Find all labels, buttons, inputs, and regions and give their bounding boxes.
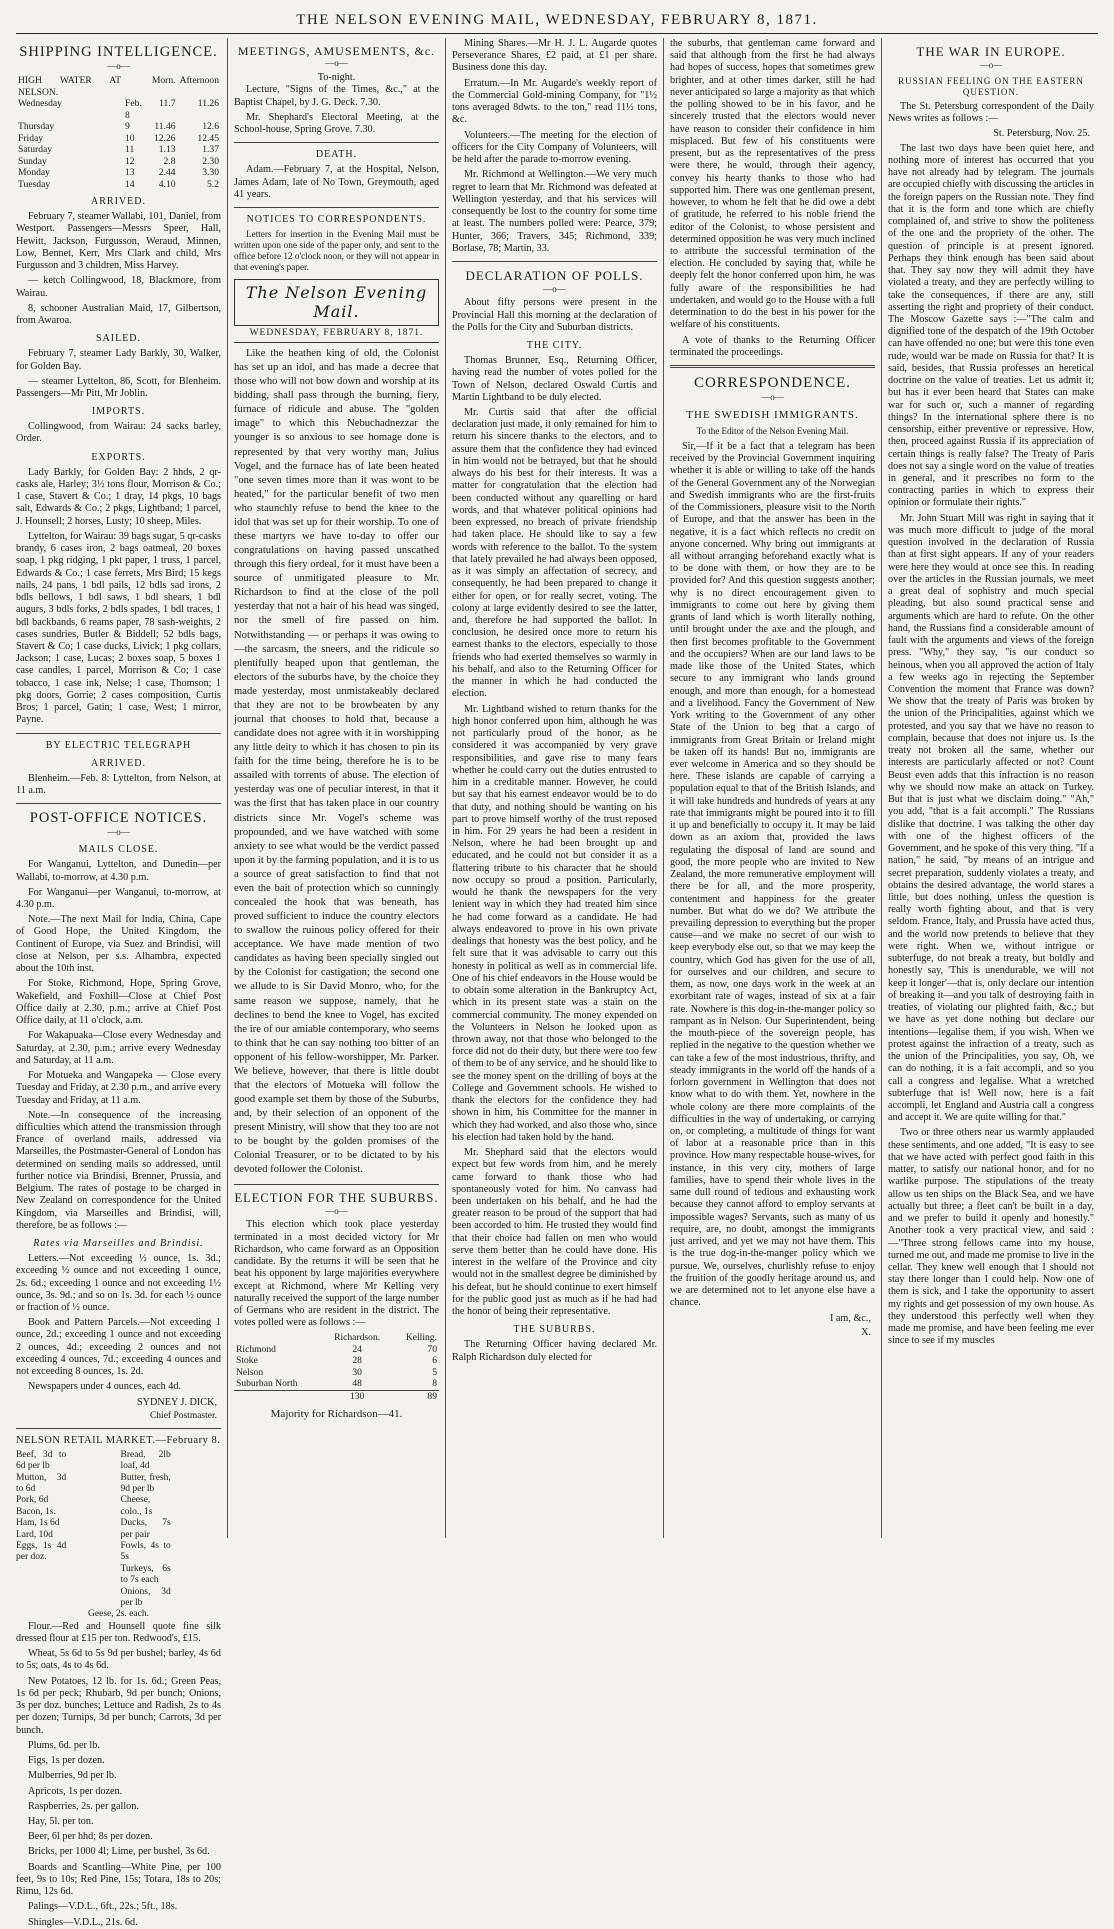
column-2: MEETINGS, AMUSEMENTS, &c. —o— To-night. Lecture, "Signs of the Times, &c.," at the Baptist Chapel, by J. G. Deck. 7.30. Mr. Shephard's Electoral Meeting, at the School-house, Spring Grove. 7.30. DEATH. Adam.—February 7, at the Hospital, Nelson, James Adam, late of No Town, Greymouth, aged 41 years. NOTICES TO CORRESPONDENTS. Letters for insertion in the Evening Mail must be written upon one side of the paper only, and sent to the office before 12 o'clock noon, or they will not appear in that evening's paper. The Nelson Evening Mail. WEDNESDAY, FEBRUARY 8, 1871. Like the heathen king of old, the Colonist has set up an idol, and has made a decree that those who will not bow down and worship at its bidding, shall pass through the burning, fiery, furnace of ridicule and abuse. The "golden image" to which this Nebuchadnezzar the younger is so anxious to see homage done is represented by that very worthy man, Julius Vogel, and the furnace has of late been heated "one seven times more than it was wont to be heated," for the particular benefit of two men who staunchly refuse to bend the knee to the idol that was set up for their worship. To one of these martyrs we have to-day to offer our congratulations on having passed unscathed through this fiery ordeal, for it must have been a source of unmitigated pleasure to Mr. Richardson to find at the close of the poll yesterday that not a hair of his head was singed, nor the smell of fire passed on him. Notwithstanding — or perhaps it was owing to—the sarcasm, the sneers, and the ridicule so plentifully heaped upon that gentleman, the electors of the suburbs have, by the choice they made yesterday, most unmistakeably declared that they are not to be browbeaten by any journal that chooses to hold that, because a candidate does not agree with it in worshipping any little deity to which it has chosen to pin its faith for the time being, therefore he is to be assailed with torrents of abuse. The election of yesterday was one of peculiar interest, in that it was the first that has taken place in our country districts since Mr. Vogel's scheme was propounded, and we have watched with some anxiety to see what would be the verdict passed upon it by the farming population, and it is to us a source of great satisfaction to find that not even the bait of protection which so cunningly concealed the hook that was beneath, has proved sufficient to induce the country electors to swallow the ruinous policy offered for their acceptance. We have made mention of two candidates as having been specially singled out by the Colonist for castigation; the second one we allude to is Sir David Monro, who, for the same reason we suppose, namely, that he declines to bend the knee to Vogel, has excited the ire of our amiable contemporary, who seems to think that he can say nothing too bitter of an opponent of his fellow-worshipper, Mr. Parker. We believe, however, that there is little doubt that the electors of Motueka will follow the good example set them by those of the Suburbs, and, by their selection of an opponent of the present Ministry, will show that they too are not to be bought by the golden promises of the Colonial Treasurer, or to be dictated to by his devoted follower the Colonist. ELECTION FOR THE SUBURBS. —o— This election which took place yesterday terminated in a most decided victory for Mr Richardson, who came forward as an Opposition candidate. By the returns it will be seen that he beat his opponent by large majorities everywhere except at Richmond, where Mr Kelling very naturally received the support of the large number of Germans who are resident in the district. The votes polled were as follows :— Richardson. Kelling. Richmond 24 70 Stoke 28 6 Nelson 30 5 Suburban North 48 8 130 89 Majority for Richardson—41. — [228, 38, 446, 1538]
suburbs-continued: the suburbs, that gentleman came forward and said that although from the first he had always had hopes of success, hopes that sometimes grew brighter, and at other times darker, still he had never anticipated so large a majority as that which the polling showed to be in his favor, and he sincerely trusted that the electors would never have reason to consider their confidence in him misplaced. But few of his constituents were present, but as the representatives of the press were there, he would, through their agency, convey his hearty thanks to those who had supported him. There was one gentleman present, however, to whom he felt that he did owe a debt of gratitude, he referred to his noble friend the editor of the Colonist, to whose persistent and determined opposition he was very much inclined to attribute the successful termination of the election. He concluded by saying that, while he deeply felt the honor conferred upon him, he was fully aware of the responsibilities he had undertaken, and would go to the House with a full determination to do the best in his power for the welfare of his constituents. — [670, 38, 875, 331]
news-item: Volunteers.—The meeting for the election of officers for the City Company of Volunteers, will be held after the parade to-morrow evening. — [452, 129, 657, 166]
city-heading: THE CITY. — [526, 340, 583, 352]
paper-date: WEDNESDAY, FEBRUARY 8, 1871. — [234, 328, 439, 343]
sailed-entry: February 7, steamer Lady Barkly, 30, Walker, for Golden Bay. — [16, 348, 221, 372]
letter-body: Sir,—If it be a fact that a telegram has been received by the Provincial Government inquiring whether it is able or willing to take off the hands of the General Government any of the Norwegian and Swedish immigrants who are the first-fruits of the Commissioners, pleasure visit to the North of Europe, and that the answer has been in the negative, it is a fact which reflects no credit on anyone concerned. Why bring out immigrants at all without arranging beforehand exactly what is to be done with them, or how they are to be provided for? And this question suggests another; why is no direct encouragement given to immigrants to come out here by giving them grants of land which is worth literally nothing, until brought under the axe and the plough, and then first becomes profitable to the Government and the occupiers? When are our land laws to be made like those of the United States, which secure to any immigrant who lands ground enough, and more than enough, for a homestead and a livelihood. Fancy the Government of New York writing to the Government of any other State of the Union to beg that a cargo of immigrants from Great Britain or Ireland might be taken off its hands! But no, immigrants are ever welcome in America and so they should be here. These islands are capable of carrying a population equal to that of the British Islands, and it will take hundreds and hundreds of years at any rate that immigrants might be poured into it to fill it up and beneficially to occupy it. It may be laid down as an axiom that, provided the laws regulating the disposal of land are sound and good, the more people who are invited to New Zealand, the more remunerative employment will there be for all, and the more prosperity, contentment and happiness for the greater number. But what do we do? We attribute the prevailing depression to everything but the proper cause—and we make no secret of our wish to keep everybody else out, so that we may keep the country, which God has given for the use of all, for ourselves and our children, and secure to them, as now, one days work in the week at an exorbitant rate of wages, instead of six at a fair rate. Nowhere is this dog-in-the-manger policy so rampant as in Nelson. Our Superintendent, being the mouth-piece of the sovereign people, has replied in the negative to the question whether we can take a few of the most industrious, thrifty, and steady immigrants in the world off the hands of a forlorn government in Wellington that does not know what to do with them. Yet, nowhere in the whole colony are there more complaints of the difficulties in the way of undertaking, or carrying on, or completing, a multitude of things for want of labor at a reasonable price than in this province. How many respectable house-wives, for instance, in this very city, mothers of large families, have to spend their whole lives in the same dull round of tedious and exhausting work because they cannot afford to employ servants at impossible wages? Servants, such as many of us require, are, no doubt, amongst the immigrants just arrived, and yet we may not have them. This is the true dog-in-the-manger policy which we pursue. We, ourselves, churlishly refuse to enjoy the fruition of the goodly heritage around us, and we are determined not to let anyone else have a chance. — [670, 440, 875, 1309]
war-intro: The St. Petersburg correspondent of the Daily News writes as follows :— — [888, 100, 1094, 125]
polls-title: DECLARATION OF POLLS. — [465, 267, 644, 283]
mail-entry: For Wanganui, Lyttelton, and Dunedin—per Wallabi, to-morrow, at 4.30 p.m. — [16, 859, 221, 883]
imports-heading: IMPORTS. — [91, 406, 146, 418]
death-notice: Adam.—February 7, at the Hospital, Nelson, James Adam, late of No Town, Greymouth, aged 41 years. — [234, 164, 439, 200]
letter-address: To the Editor of the Nelson Evening Mail. — [696, 426, 849, 437]
postmaster-name: SYDNEY J. DICK, — [137, 1396, 217, 1408]
masthead: THE NELSON EVENING MAIL, WEDNESDAY, FEBRUARY 8, 1871. — [16, 8, 1098, 34]
votes-total: 130 89 — [234, 1390, 439, 1402]
war-title: THE WAR IN EUROPE. — [916, 44, 1066, 59]
mail-entry: For Wanganui—per Wanganui, to-morrow, at 4.30 p.m. — [16, 886, 221, 910]
tide-row: Sunday 12 2.8 2.30 — [18, 155, 219, 167]
arrival-entry: February 7, steamer Wallabi, 101, Daniel, from Westport. Passengers—Messrs Speer, Hall, Hewitt, Jackson, Furgusson, Weraud, Minnen, Low, Bennet, Kerr, Mrs Clark and child, Mrs Furgusson and 3 children, Miss Harvey. — [16, 211, 221, 272]
leader-article: Like the heathen king of old, the Colonist has set up an idol, and has made a decree that those who will not bow down and worship at its bidding, shall pass through the burning, fiery, furnace of ridicule and abuse. The "golden image" to which this Nebuchadnezzar the younger is so anxious to see homage done is represented by that very worthy man, Julius Vogel, and the furnace has of late been heated "one seven times more than it was wont to be heated," for the particular benefit of two men who staunchly refuse to bend the knee to the idol that was set up for their worship. To one of these martyrs we have to-day to offer our congratulations on having passed unscathed through this fiery ordeal, for it must have been a source of unmitigated pleasure to Mr. Richardson to find at the close of the poll yesterday that not a hair of his head was singed, nor the smell of fire passed on him. Notwithstanding — or perhaps it was owing to—the sarcasm, the sneers, and the ridicule so plentifully heaped upon that gentleman, the electors of the suburbs have, by the choice they made yesterday, most unmistakeably declared that they are not to be browbeaten by any journal that chooses to hold that, because a candidate does not agree with it in worshipping any little deity to which it has chosen to pin its faith for the time being, therefore he is to be assailed with torrents of abuse. The election of yesterday was one of peculiar interest, in that it was the first that has taken place in our country districts since Mr. Vogel's scheme was propounded, and we have watched with some anxiety to see what would be the verdict passed upon it by the farming population, and it is to us a source of great satisfaction to find that not even the bait of protection which so cunningly concealed the hook that was beneath, has proved sufficient to induce the country electors to swallow the ruinous policy offered for their acceptance. We have made mention of two candidates as having been specially singled out by the Colonist for castigation; the second one we allude to is Sir David Monro, who, for the same reason we suppose, namely, that he declines to bend the knee to Vogel, has excited the ire of our amiable contemporary, who seems to think that he can say nothing too bitter of an opponent of his fellow-worshipper, Mr. Parker. We believe, however, that there is little doubt that the electors of Motueka will follow the good example set them by those of the Suburbs, and, by their selection of an opponent of the present Ministry, will show that they too are not to be bought by the golden promises of the Colonial Treasurer, or to be dictated to by his devoted follower the Colonist. — [234, 347, 439, 1176]
tide-table: HIGH WATER AT NELSON. Morn. Afternoon Wednesday Feb. 8 11.7 11.26 Thursday 9 11.46 12.6 Friday 10 12.26 12.45 Saturday 11 1.13 1.37 Sunday 12 2.8 2.30 Monday 13 2.44 3.30 Tuesday 14 4.10 5.2 — [18, 75, 219, 190]
tide-row: Saturday 11 1.13 1.37 — [18, 144, 219, 156]
election-title: ELECTION FOR THE SUBURBS. — [234, 1190, 439, 1205]
suburbs-para: The Returning Officer having declared Mr. Ralph Richardson duly elected for — [452, 1339, 657, 1363]
column-4: the suburbs, that gentleman came forward and said that although from the first he had always had hopes of success, hopes that sometimes grew brighter, and at other times darker, still he had never anticipated so large a majority as that which the polling showed to be in his favor, and he sincerely trusted that the electors would never have reason to consider their confidence in him misplaced. But few of his constituents were present, but as the representatives of the press were there, he would, through their agency, convey his hearty thanks to those who had supported him. There was one gentleman present, however, to whom he felt that he did owe a debt of gratitude, he referred to his noble friend the editor of the Colonist, to whose persistent and determined opposition he was very much inclined to attribute the successful termination of the election. He concluded by saying that, while he deeply felt the honor conferred upon him, he was fully aware of the responsibilities he had undertaken, and would go to the House with a full determination to do the best in his power for the welfare of his constituents. A vote of thanks to the Returning Officer terminated the proceedings. CORRESPONDENCE. —o— THE SWEDISH IMMIGRANTS. To the Editor of the Nelson Evening Mail. Sir,—If it be a fact that a telegram has been received by the Provincial Government inquiring whether it is able or willing to take off the hands of the General Government any of the Norwegian and Swedish immigrants who are the first-fruits of the Commissioners, pleasure visit to the North of Europe, and that the answer has been in the negative, it is a fact which reflects no credit on anyone concerned. Why bring out immigrants at all without arranging beforehand exactly what is to be done with them, or how they are to be provided for? And this question suggests another; why is no direct encouragement given to immigrants to come out here by giving them grants of land which is worth literally nothing, until brought under the axe and the plough, and then first becomes profitable to the Government and the occupiers? When are our land laws to be made like those of the United States, which secure to any immigrant who lands ground enough, and more than enough, for a homestead and a livelihood. Fancy the Government of New York writing to the Government of any other State of the Union to beg that a cargo of immigrants from Great Britain or Ireland might be taken off its hands! But no, immigrants are ever welcome in America and so they should be here. These islands are capable of carrying a population equal to that of the British Islands, and it will take hundreds and hundreds of years at any rate that immigrants might be poured into it to fill it up and beneficially to occupy it. It may be laid down as an axiom that, provided the laws regulating the disposal of land are sound and good, the more people who are invited to New Zealand, the more remunerative employment will there be for all, and the more prosperity, contentment and happiness for the greater number. But what do we do? We attribute the prevailing depression to everything but the proper cause—and we make no secret of our wish to keep everybody else out, so that we may keep the country, which God has given for the use of all, for ourselves and our children, and secure to them, as now, one days work in the week at an exorbitant rate of wages, instead of six at a fair rate. Nowhere is this dog-in-the-manger policy so rampant as in Nelson. Our Superintendent, being the mouth-piece of the sovereign people, has replied in the negative to the question whether we can take a few of the most industrious, thrifty, and steady immigrants in the world off the hands of a forlorn government in Wellington that does not know what to do with them. Yet, nowhere in the whole colony are there more complaints of the difficulties in the way of undertaking, or carrying on, or completing, a multitude of things for want of labor at a reasonable price than in this province. How many respectable house-wives, for instance, in this very city, mothers of large families, have to spend their whole lives in the same dull round of tedious and exhausting work because they cannot afford to employ servants at impossible wages? Servants, such as many of us require, are, no doubt, amongst the immigrants just arrived, and yet we may not have them. This is the true dog-in-the-manger policy which we pursue. We, ourselves, churlishly refuse to enjoy the fruition of the goodly heritage around us, and we are determined not to let anyone else have a chance. I am, &c., X. — [664, 38, 882, 1538]
meetings-title: MEETINGS, AMUSEMENTS, &c. — [237, 44, 436, 58]
war-para: Two or three others near us warmly applauded these sentiments, and one added, "It is easy to see that we have acted with perfect good faith in this matter, to satisfy our national honor, and for no warlike purpose. The stipulations of the treaty allow us ten ships on the Black Sea, and we have actually but three; a fleet can't be built in a day, and we prefer to build it openly and honestly." Another took a very practical view, and said :—"Three strong fellows came into my house, turned me out, and made me promise to live in the cellar. They knew well enough that I should not stay there longer than I could help. Now one of them is sick, and I take the opportunity to assert my rights and get possession of my own house. As they understood this perfectly well when they made me promise, and have been feeling me ever since to see if my muscles — [888, 1127, 1095, 1347]
meeting-entry: Mr. Shephard's Electoral Meeting, at the School-house, Spring Grove. 7.30. — [234, 111, 439, 136]
tide-row: Friday 10 12.26 12.45 — [18, 132, 219, 144]
suburbs-heading: THE SUBURBS. — [513, 1324, 596, 1336]
notices-heading: NOTICES TO CORRESPONDENTS. — [246, 214, 427, 226]
sailed-heading: SAILED. — [95, 333, 142, 345]
mail-entry: For Wakapuaka—Close every Wednesday and Saturday, at 2.30, p.m.; arrive every Wednesday and Saturday, at 11 a.m. — [16, 1030, 221, 1066]
postmaster-title: Chief Postmaster. — [149, 1410, 217, 1421]
city-para: Mr. Lightband wished to return thanks for the high honor conferred upon him, although he was not particularly proud of the honor, as he considered it was accompanied by very grave responsibilities, and gave rise to many fears whether he could carry out the duties entrusted to him in a creditable manner. However, he could but say that his earnest endeavor would be to do that duty, and nothing should be wanting on his part to prove himself worthy of the trust reposed in him. For 29 years he had been a resident in Nelson, where he had been brought up and educated, and he could not but consider it as a flattering tribute to his character that he should now occupy so proud a position. Particularly, would he thank the newspapers for the very lenient way in which they had treated him since he had come forward as a candidate. He had always endeavored to prove in his own private dealings that honesty was the best policy, and he felt sure that it was advisable to carry out this honesty in political as well as in commercial life. One of his chief endeavors in the House would be to obtain some alteration in the Bankruptcy Act, which in its present state was a stain on the commercial community. The money expended on the Volunteers in Nelson he looked upon as thrown away, not that those who belonged to the force did not do their duty, but there were too few of them to be of any service, and he should like to see the money spent on the drilling of boys at the College and Government schools. He wished to thank the electors for the confidence they had shown in him, his Committee for the manner in which they had worked, and also those who, since his election had taken hold by the hand. — [452, 703, 657, 1143]
news-item: Mr. Richmond at Wellington.—We very much regret to learn that Mr. Richmond was defeated at Wellington yesterday, and that his services will consequently be lost to the country for some time at least. The numbers polled were: Pearce, 379; Hunter, 366; Travers, 345; Richmond, 339; Borlase, 78; Martin, 33. — [452, 169, 657, 254]
city-para: Thomas Brunner, Esq., Returning Officer, having read the number of votes polled for the Town of Nelson, declared Oswald Curtis and Martin Lightband to be duly elected. — [452, 355, 657, 403]
votes-table: Richardson. Kelling. Richmond 24 70 Stoke 28 6 Nelson 30 5 Suburban North 48 8 130 89 — [236, 1332, 437, 1402]
exports-entry: Lyttelton, for Wairau: 39 bags sugar, 5 qr-casks brandy, 6 cases iron, 2 bags oatmeal, 20 boxes soap, 1 pkg ridging, 1 pkt paper, 1 truss, 1 parcel, Edwards & Co.; 1 case ferrets, Mrs Bird; 15 kegs nails, 24 pans, 1 bdl pails, 12 bdls sad irons, 2 bdls bellows, 1 bdl saws, 1 bdl shears, 1 bdl augurs, 3 bdls forks, 2 bdls spades, 1 bdl traces, 1 bdl backbands, 6 reams paper, 78 sash-weights, 2 cases sundries, Butler & Biddell; 52 bdls bags, Stavert & Co; 1 case ducks, Livick; 1 pkg collars, Jackson; 1 case, Lucas; 2 boxes soap, 5 boxes 1 case candles, 1 parcel, Morrison & Co; 1 case tobacco, 1 case ink, Nelse; 1 case, Thomson; 1 pkg doors, Gorrie; 2 cases composition, Curtis Bros; 1 parcel, Gatin; 1 case, West; 1 mirror, Payne. — [16, 530, 221, 726]
arrival-entry: — ketch Collingwood, 18, Blackmore, from Wairau. — [16, 275, 221, 299]
notices-text: Letters for insertion in the Evening Mail must be written upon one side of the paper only, and sent to the office before 12 o'clock noon, or they will not appear in that evening's paper. — [234, 229, 439, 273]
votes-row: Suburban North 48 8 — [236, 1378, 437, 1390]
mail-entry: For Motueka and Wangapeka — Close every Tuesday and Friday, at 2.30 p.m., and arrive every Tuesday and Friday, at 11 a.m. — [16, 1070, 221, 1106]
vote-of-thanks: A vote of thanks to the Returning Officer terminated the proceedings. — [670, 334, 875, 358]
election-text: This election which took place yesterday terminated in a most decided victory for Mr Richardson, who came forward as an Opposition candidate. By the returns it will be seen that he beat his opponent by large majorities everywhere except at Richmond, where Mr Kelling very naturally received the support of the large number of Germans who are resident in the district. The votes polled were as follows :— — [234, 1219, 439, 1329]
tide-row: Wednesday Feb. 8 11.7 11.26 — [18, 98, 219, 121]
exports-heading: EXPORTS. — [91, 451, 146, 463]
imports-entry: Collingwood, from Wairau: 24 sacks barley, Order. — [16, 421, 221, 445]
war-para: Mr. John Stuart Mill was right in saying that it was much more difficult to judge of the moral question involved in the declaration of Russia than at first sight appears. If any of your readers were here they would at once see this. In reading over the articles in the Russian journals, we meet a great deal of sophistry and much special pleading, but also sound practical sense and arguments which are hard to refute. On the other hand, the Russians find a considerable amount of fault with the arguments and views of the foreign press. "Why," they say, "is our conduct so heinous, when you all approved the action of Italy a few weeks ago in rejecting the September Convention the moment that France was down? We show that the treaty of Paris was broken by the union of the Principalities, against which we protested, and you say that we have no reason to complain, because that does not injure us. Is the treaty not broken all the same, whether our interests are particularly affected or not? Count Beust even adds that this infraction is no reason why we should now make an attack on Turkey. But that is just what we disclaim doing." "Ah," you add, "that is a fait accompli." The Russians dislike that doctrine. I was talking the other day with one of the highest officers of the Government, and he spoke of this very thing. "If a nation," he said, "by means of an intrigue and secret preparation, suddenly violates a treaty, and obtains the desired advantage, the world stares a little, but does nothing, unless the question is really worth fighting about, and that is very seldom. France, Italy, and Prussia have acted thus, and the world now pretends to believe that they were right. When we, without intrigue or subterfuge, do not break a treaty, but boldly and honestly say, 'This is unendurable, we will not keep it longer'—that is, only declare our intention of breaking it—and you talk of destroying faith in treaties, of violating our plighted faith, &c.; but we have as yet done nothing but declare our intentions—legalise them, if you wish. When we protest against the infraction of a treaty, such as the union of the Principalities, you say, Oh, we can do nothing, it is a fait accompli, and so you call a congress and legalise. What a wretched subterfuge that is! Well now, here is a fait accompli, let England and Austria call a congress and accept it. We are quite willing for that." — [888, 512, 1094, 1124]
shipping-title: SHIPPING INTELLIGENCE. — [19, 44, 218, 60]
war-subtitle: RUSSIAN FEELING ON THE EASTERN QUESTION. — [898, 76, 1084, 98]
tide-row: Tuesday 14 4.10 5.2 — [18, 178, 219, 190]
letter-closing: I am, &c., — [829, 1312, 871, 1324]
rates-heading: Rates via Marseilles and Brindisi. — [33, 1238, 204, 1250]
tide-row: Monday 13 2.44 3.30 — [18, 167, 219, 179]
mail-entry: Note.—The next Mail for India, China, Cape of Good Hope, the United Kingdom, the Continent of Europe, via Suez and Brindisi, will close at Nelson, per s.s. Alhambra, expected about the 10th inst. — [16, 914, 221, 975]
letter-signature: X. — [861, 1326, 871, 1338]
rate-entry: Book and Pattern Parcels.—Not exceeding 1 ounce, 2d.; exceeding 1 ounce and not exceeding 2 ounces, 4d.; exceeding 2 ounces and not exceeding 4 ounces, 7d.; exceeding 4 ounces and not exceeding 8 ounces, 1s. 2d. — [16, 1317, 221, 1378]
sailed-entry: — steamer Lyttelton, 86, Scott, for Blenheim. Passengers—Mr Pitt, Mr Joblin. — [16, 375, 221, 399]
meeting-entry: Lecture, "Signs of the Times, &c.," at the Baptist Chapel, by J. G. Deck. 7.30. — [234, 84, 439, 108]
city-para: Mr. Curtis said that after the official declaration just made, it only remained for him to return his sincere thanks to the electors, and to assure them that the confidence they had evinced in him would not be betrayed, but that he should always do his best for their interests. It was a matter for congratulation that the election had been conducted without any quarelling or hard words, and that whatever political opinions had been expressed, no breach of private friendship had taken place. He should like to say a few words with reference to the ballot. To the system that lately prevailed he had always been opposed, as it was simply an affectation of secrecy, and consequently, he had been prepared to change it either for open, or for really secret, voting. The colony at large evidently desired to see the latter, and, therefore he had supported the ballot. In conclusion, he desired once more to return his earnest thanks to the electors, especially to those friends who had exerted themselves so warmly in his behalf, and also to the Returning Officer for the manner in which he had conducted the election. — [452, 407, 657, 700]
telegraph-entry: Blenheim.—Feb. 8: Lyttelton, from Nelson, at 11 a.m. — [16, 772, 221, 796]
votes-row: Richmond 24 70 — [236, 1343, 437, 1355]
telegraph-heading: BY ELECTRIC TELEGRAPH — [45, 739, 192, 751]
votes-row: Nelson 30 5 — [236, 1366, 437, 1378]
post-office-title: POST-OFFICE NOTICES. — [29, 810, 208, 827]
death-heading: DEATH. — [315, 149, 358, 161]
exports-entry: Lady Barkly, for Golden Bay: 2 hhds, 2 qr-casks ale, Harley; 3½ tons flour, Morrison & Co.; 1 case, Stavert & Co.; 1 dray, 14 pkgs, 10 bags salt, Edwards & Co.; 2 pkgs, Lightband; 1 parcel, J. Hounsell; 2 horses, Lusty; 10 sheep, Miles. — [16, 466, 221, 527]
column-1: SHIPPING INTELLIGENCE. —o— HIGH WATER AT NELSON. Morn. Afternoon Wednesday Feb. 8 11.7 11.26 Thursday 9 11.46 12.6 Friday 10 12.26 12.45 Saturday 11 1.13 1.37 Sunday 12 2.8 2.30 Monday 13 2.44 3.30 Tuesday 14 4.10 5.2 ARRIVED. February 7, steamer Wallabi, 101, Daniel, from Westport. Passengers—Messrs Speer, Hall, Hewitt, Jackson, Furgusson, Weraud, Minnen, Low, Bennet, Kerr, Mrs Clark and child, Mrs Furgusson and 3 children, Miss Harvey. — ketch Collingwood, 18, Blackmore, from Wairau. 8, schooner Australian Maid, 17, Gilbertson, from Awaroa. SAILED. February 7, steamer Lady Barkly, 30, Walker, for Golden Bay. — steamer Lyttelton, 86, Scott, for Blenheim. Passengers—Mr Pitt, Mr Joblin. IMPORTS. Collingwood, from Wairau: 24 sacks barley, Order. EXPORTS. Lady Barkly, for Golden Bay: 2 hhds, 2 qr-casks ale, Harley; 3½ tons flour, Morrison & Co.; 1 case, Stavert & Co.; 1 dray, 14 pkgs, 10 bags salt, Edwards & Co.; 2 pkgs, Lightband; 1 parcel, J. Hounsell; 2 horses, Lusty; 10 sheep, Miles. Lyttelton, for Wairau: 39 bags sugar, 5 qr-casks brandy, 6 cases iron, 2 bags oatmeal, 20 boxes soap, 1 pkg ridging, 1 pkt paper, 1 truss, 1 parcel, Edwards & Co.; 1 case ferrets, Mrs Bird; 15 kegs nails, 24 pans, 1 bdl pails, 12 bdls sad irons, 2 bdls bellows, 1 bdl saws, 1 bdl shears, 1 bdl augurs, 3 bdls forks, 2 bdls spades, 1 bdl traces, 1 bdl backbands, 6 reams paper, 78 sash-weights, 2 cases sundries, Butler & Biddell; 52 bdls bags, Stavert & Co; 1 case ducks, Livick; 1 pkg collars, Jackson; 1 case, Lucas; 2 boxes soap, 5 boxes 1 case candles, 1 parcel, Morrison & Co; 1 case tobacco, 1 case ink, Nelse; 1 case, Thomson; 1 pkg doors, Gorrie; 2 cases composition, Curtis Bros; 1 parcel, Gatin; 1 case, West; 1 mirror, Payne. BY ELECTRIC TELEGRAPH ARRIVED. Blenheim.—Feb. 8: Lyttelton, from Nelson, at 11 a.m. POST-OFFICE NOTICES. —o— MAILS CLOSE. For Wanganui, Lyttelton, and Dunedin—per Wallabi, to-morrow, at 4.30 p.m. For Wanganui—per Wanganui, to-morrow, at 4.30 p.m. Note.—The next Mail for India, China, Cape of Good Hope, the United Kingdom, the Continent of Europe, via Suez and Brindisi, will close at Nelson, per s.s. Alhambra, expected about the 10th inst. For Stoke, Richmond, Hope, Spring Grove, Wakefield, and Foxhill—Close at Chief Post Office daily at 2.30, p.m.; arrive at Chief Post Office daily, at 11 o'clock, a.m. For Wakapuaka—Close every Wednesday and Saturday, at 2.30, p.m.; arrive every Wednesday and Saturday, at 11 a.m. For Motueka and Wangapeka — Close every Tuesday and Friday, at 2.30 p.m., and arrive every Tuesday and Friday, at 11 a.m. Note.—In consequence of the increasing difficulties which attend the transmission through France of overland mails, addressed via Marseilles, the Postmaster-General of London has determined on sending mails so addressed, until further notice via Brindisi, Brenner, Prussia, and Belgium. The rates of postage to be charged in New Zealand on correspondence for the United Kingdom, via Marseilles and Brindisi, will, therefore, be as follows :— Rates via Marseilles and Brindisi. Letters.—Not exceeding ½ ounce, 1s. 3d.; exceeding ½ ounce and not exceeding 1 ounce, 2s. 6d.; exceeding 1 ounce and not exceeding 1½ ounce, 3s. 9d.; and so on 1s. 3d. for each ½ ounce or fraction of ½ ounce. Book and Pattern Parcels.—Not exceeding 1 ounce, 2d.; exceeding 1 ounce and not exceeding 2 ounces, 4d.; exceeding 2 ounces and not exceeding 4 ounces, 7d.; exceeding 4 ounces and not exceeding 8 ounces, 1s. 2d. Newspapers under 4 ounces, each 4d. SYDNEY J. DICK, Chief Postmaster. NELSON RETAIL MARKET.—February 8. Beef, 3d to 6d per lb Mutton, 3d to 6d Pork, 6d Bacon, 1s. Ham, 1s 6d Lard, 10d Eggs, 1s 4d per doz. Bread, 2lb loaf, 4d Butter, fresh, 9d per lb Cheese, colo., 1s Ducks, 7s per pair Fowls, 4s to 5s Turkeys, 6s to 7s each Onions, 3d per lb Geese, 2s. each. Flour.—Red and Hounsell quote fine silk dressed flour at £15 per ton. Redwood's, £15. Wheat, 5s 6d to 5s 9d per bushel; barley, 4s 6d to 5s; oats, 4s to 4s 6d. New Potatoes, 12 lb. for 1s. 6d.; Green Peas, 1s 6d per peck; Rhubarb, 9d per bunch; Onions, 3s per doz. bunches; Lettuce and Radish, 2s to 4s per dozen; Turnips, 3d per bunch; Carrots, 3d per bunch. Plums, 6d. per lb. Figs, 1s per dozen. Mulberries, 9d per lb. Apricots, 1s per dozen. Raspberries, 2s. per gallon. Hay, 5l. per ton. Beer, 6l per hhd; 8s per dozen. Bricks, per 1000 4l; Lime, per bushel, 3s 6d. Boards and Scantling—White Pine, per 100 feet, 9s to 10s; Red Pine, 15s; Totara, 18s to 20s; Rimu, 12s 6d. Palings—V.D.L., 6ft., 22s.; 5ft., 18s. Shingles—V.D.L., 21s. 6d. — [10, 38, 228, 1538]
majority-line: Majority for Richardson—41. — [270, 1408, 403, 1421]
city-para: Mr. Shephard said that the electors would expect but few words from him, and he merely came forward to thank those who had spontaneously voted for him. No canvass had been undertaken on his behalf, and he had the greater reason to be proud of the support that had been accorded to him. He trusted they would find that their choice had fallen on men who would serve them better than he could have done. His interest in the welfare of the Province and city would not in the smallest degree be diminished by his defeat, but he should continue to exert himself for the public good just as much as if he had had the honor of being their representative. — [452, 1147, 657, 1318]
mails-heading: MAILS CLOSE. — [78, 844, 159, 856]
mail-entry: Note.—In consequence of the increasing difficulties which attend the transmission through France of overland mails, addressed via Marseilles, the Postmaster-General of London has determined on sending mails so addressed, until further notice via Brindisi, Brenner, Prussia, and Belgium. The rates of postage to be charged in New Zealand on correspondence for the United Kingdom, via Marseilles and Brindisi, will, therefore, be as follows :— — [16, 1109, 221, 1231]
rate-entry: Letters.—Not exceeding ½ ounce, 1s. 3d.; exceeding ½ ounce and not exceeding 1 ounce, 2s. 6d.; exceeding 1 ounce and not exceeding 1½ ounce, 3s. 9d.; and so on 1s. 3d. for each ½ ounce or fraction of ½ ounce. — [16, 1253, 221, 1314]
polls-intro: About fifty persons were present in the Provincial Hall this morning at the declaration of the Polls for the City and Suburban districts. — [452, 297, 657, 333]
rate-entry: Newspapers under 4 ounces, each 4d. — [28, 1381, 182, 1393]
votes-row: Stoke 28 6 — [236, 1355, 437, 1367]
war-dateline: St. Petersburg, Nov. 25. — [993, 128, 1090, 140]
column-3: Mining Shares.—Mr H. J. L. Augarde quotes Perseverance Shares, £2 paid, at £1 per share. Business done this day. Erratum.—In Mr. Augarde's weekly report of the Commercial Gold-mining Company, for "1½ tons averaged 8dwts. to the ton," read 11½ tons, &c. Volunteers.—The meeting for the election of officers for the City Company of Volunteers, will be held after the parade to-morrow evening. Mr. Richmond at Wellington.—We very much regret to learn that Mr. Richmond was defeated at Wellington yesterday, and that his services will consequently be lost to the country for some time at least. The numbers polled were: Pearce, 379; Hunter, 366; Travers, 345; Richmond, 339; Borlase, 78; Martin, 33. DECLARATION OF POLLS. —o— About fifty persons were present in the Provincial Hall this morning at the declaration of the Polls for the City and Suburban districts. THE CITY. Thomas Brunner, Esq., Returning Officer, having read the number of votes polled for the Town of Nelson, declared Oswald Curtis and Martin Lightband to be duly elected. Mr. Curtis said that after the official declaration just made, it only remained for him to return his sincere thanks to the electors, and to assure them that the confidence they had evinced in him would not be betrayed, but that he should always do his best for their interests. It was a matter for congratulation that the election had been conducted without any quarelling or hard words, and that whatever political opinions had been expressed, no breach of private friendship had taken place. He should like to say a few words with reference to the ballot. To the system that lately prevailed he had always been opposed, as it was simply an affectation of secrecy, and consequently, he had been prepared to change it either for open, or for really secret, voting. The colony at large evidently desired to see the latter, and, therefore he had supported the ballot. In conclusion, he desired once more to return his earnest thanks to the electors, especially to those friends who had exerted themselves so warmly in his behalf, and also to the Returning Officer for the manner in which he had conducted the election. Mr. Lightband wished to return thanks for the high honor conferred upon him, although he was not particularly proud of the honor, as he considered it was accompanied by very grave responsibilities, and gave rise to many fears whether he could carry out the duties entrusted to him in a creditable manner. However, he could but say that his earnest endeavor would be to do that duty, and nothing should be wanting on his part to prove himself worthy of the trust reposed in him. For 29 years he had been a resident in Nelson, where he had been brought up and educated, and he could not but consider it as a flattering tribute to his character that he should now occupy so proud a position. Particularly, would he thank the newspapers for the very lenient way in which they had treated him since he had come forward as a candidate. He had always endeavored to prove in his own private dealings that honesty was the best policy, and he felt sure that it was advisable to carry out this honesty in political as well as in commercial life. One of his chief endeavors in the House would be to obtain some alteration in the Bankruptcy Act, which in its present state was a stain on the commercial community. The money expended on the Volunteers in Nelson he looked upon as thrown away, not that those who belonged to the force did not do their duty, but there were too few of them to be of any service, and he should like to see the money spent on the drilling of boys at the College and Government schools. He wished to thank the electors for the confidence they had shown in him, his Committee for the manner in which they had worked, and also those who, since his election had taken hold by the hand. Mr. Shephard said that the electors would expect but few words from him, and he merely came forward to thank those who had spontaneously voted for him. No canvass had been undertaken on his behalf, and he had the greater reason to be proud of the support that had been accorded to him. He trusted they would find that their choice had fallen on men who would serve them better than he could have done. His interest in the welfare of the Province and city would not in the smallest degree be diminished by his defeat, but he should continue to exert himself for the public good just as much as if he had had the honor of being their representative. THE SUBURBS. The Returning Officer having declared Mr. Ralph Richardson duly elected for — [446, 38, 664, 1538]
column-5: THE WAR IN EUROPE. —o— RUSSIAN FEELING ON THE EASTERN QUESTION. The St. Petersburg correspondent of the Daily News writes as follows :— St. Petersburg, Nov. 25. The last two days have been quiet here, and nothing more of interest has occurred that you have not already had by telegram. The journals are occupied chiefly with discussing the articles in the foreign papers on the Russian note. They find that it is the form and tone which are chiefly complained of, and strive to show the politeness of the one and the propriety of the other. The question of principle is at present ignored. Perhaps they think enough has been said about that. They say now they will admit they have violated a treaty, and they are perfectly willing to take the consequences, if there are any, still asserting the right and propriety of their conduct. The Moscow Gazette says :—"The calm and dignified tone of the despatch of the 19th October can have offended no one; but were this tone even rude, would war be made on Russia for that? It is said, besides, that Russia professes an heretical doctrine on the value of treaties. Let us admit it; but has it ever been heard that States can make war for such or, such a manner of regarding things? In the international sphere there is no censorship, either preventive or repressive. How, then, proceed against Russia if its appreciation of certain things is really false? The Treaty of Paris does not say a single word on the value of treaties in general, and it prescribes no form to the contracting parties in which to express their opinion or formulate their rights." Mr. John Stuart Mill was right in saying that it was much more difficult to judge of the moral question involved in the declaration of Russia than at first sight appears. If any of your readers were here they would at once see this. In reading over the articles in the Russian journals, we meet a great deal of sophistry and much special pleading, but also sound practical sense and arguments which are hard to refute. On the other hand, the Russians find a considerable amount of fault with the arguments and views of the foreign press. "Why," they say, "is our conduct so heinous, when you all approved the action of Italy a few weeks ago in rejecting the September Convention the moment that France was down? We show that the treaty of Paris was broken by the union of the Principalities, against which we protested, and you say that we have no reason to complain, because that does not injure us. Is the treaty not broken all the same, whether our interests are particularly affected or not? Count Beust even adds that this infraction is no reason why we should now make an attack on Turkey. But that is just what we disclaim doing." "Ah," you add, "that is a fait accompli." The Russians dislike that doctrine. I was talking the other day with one of the highest officers of the Government, and he spoke of this very thing. "If a nation," he said, "by means of an intrigue and secret preparation, suddenly violates a treaty, and obtains the desired advantage, the world stares a little, but does nothing, unless the question is really worth fighting about, and that is very seldom. France, Italy, and Prussia have acted thus, and the world now pretends to believe that they were right. When we, without intrigue or subterfuge, do not break a treaty, but boldly and honestly say, 'This is unendurable, we will not keep it longer'—that is, only declare our intention of breaking it—and you talk of destroying faith in treaties, of violating our plighted faith, &c.; but we have as yet done nothing but declare our intentions—legalise them, if you wish. When we protest against the infraction of a treaty, such as the union of the Principalities, you say, Oh, we can do nothing, it is a fait accompli, and so you call a congress and legalise. What a wretched subterfuge that is! Well now, here is a fait accompli, let England and Austria call a congress and accept it. We are quite willing for that." Two or three others near us warmly applauded these sentiments, and one added, "It is easy to see that we have acted with perfect good faith in this matter, to satisfy our national honor, and for no warlike purpose. The stipulations of the treaty allow us ten ships on the Black Sea, and we have actually but three; a fleet can't be built in a day, and we prefer to build it openly and honestly." Another took a very practical view, and said :—"Three strong fellows came into my house, turned me out, and made me promise to live in the cellar. They knew well enough that I should not stay there longer than I could help. Now one of them is sick, and I take the opportunity to assert my rights and get possession of my own house. As they understood this perfectly well when they made me promise, and have been feeling me ever since to see if my muscles — [888, 44, 1095, 1347]
correspondence-title: CORRESPONDENCE. — [693, 375, 852, 392]
market-prices: Beef, 3d to 6d per lb Mutton, 3d to 6d Pork, 6d Bacon, 1s. Ham, 1s 6d Lard, 10d Eggs, 1s 4d per doz. Bread, 2lb loaf, 4d Butter, fresh, 9d per lb Cheese, colo., 1s Ducks, 7s per pair Fowls, 4s to 5s Turkeys, 6s to 7s each Onions, 3d per lb — [16, 1449, 171, 1608]
paper-title: The Nelson Evening Mail. — [234, 279, 439, 325]
tide-row: Thursday 9 11.46 12.6 — [18, 121, 219, 133]
correspondence-subtitle: THE SWEDISH IMMIGRANTS. — [686, 408, 859, 421]
mail-entry: For Stoke, Richmond, Hope, Spring Grove, Wakefield, and Foxhill—Close at Chief Post Office daily at 2.30, p.m.; arrive at Chief Post Office daily, at 11 o'clock, a.m. — [16, 978, 221, 1027]
arrived-heading: ARRIVED. — [91, 196, 146, 208]
war-para: The last two days have been quiet here, and nothing more of interest has occurred that you have not already had by telegram. The journals are occupied chiefly with discussing the articles in the foreign papers on the Russian note. They find that it is the form and tone which are chiefly complained of, and strive to show the politeness of the one and the propriety of the other. The question of principle is at present ignored. Perhaps they think enough has been said about that. They say now they will admit they have violated a treaty, and they are perfectly willing to take the consequences, if there are any, still asserting the right and propriety of their conduct. The Moscow Gazette says :—"The calm and dignified tone of the despatch of the 19th October can have offended no one; but were this tone even rude, would war be made on Russia for that? It is said, besides, that Russia professes an heretical doctrine on the value of treaties. Let us admit it; but has it ever been heard that States can make war for such or, such a manner of regarding things? In the international sphere there is no censorship, either preventive or repressive. How, then, proceed against Russia if its appreciation of certain things is really false? The Treaty of Paris does not say a single word on the value of treaties in general, and it prescribes no form to the contracting parties in which to express their opinion or formulate their rights." — [888, 142, 1094, 509]
news-item: Mining Shares.—Mr H. J. L. Augarde quotes Perseverance Shares, £2 paid, at £1 per share. Business done this day. — [452, 38, 657, 74]
market-geese: Geese, 2s. each. — [88, 1609, 149, 1620]
market-title: NELSON RETAIL MARKET.—February 8. — [16, 1435, 221, 1447]
arrival-entry: 8, schooner Australian Maid, 17, Gilbertson, from Awaroa. — [16, 302, 221, 327]
tonight-label: To-night. — [317, 72, 356, 84]
news-item: Erratum.—In Mr. Augarde's weekly report of the Commercial Gold-mining Company, for "1½ tons averaged 8dwts. to the ton," read 11½ tons, &c. — [452, 77, 657, 126]
telegraph-arrived-heading: ARRIVED. — [91, 757, 146, 769]
